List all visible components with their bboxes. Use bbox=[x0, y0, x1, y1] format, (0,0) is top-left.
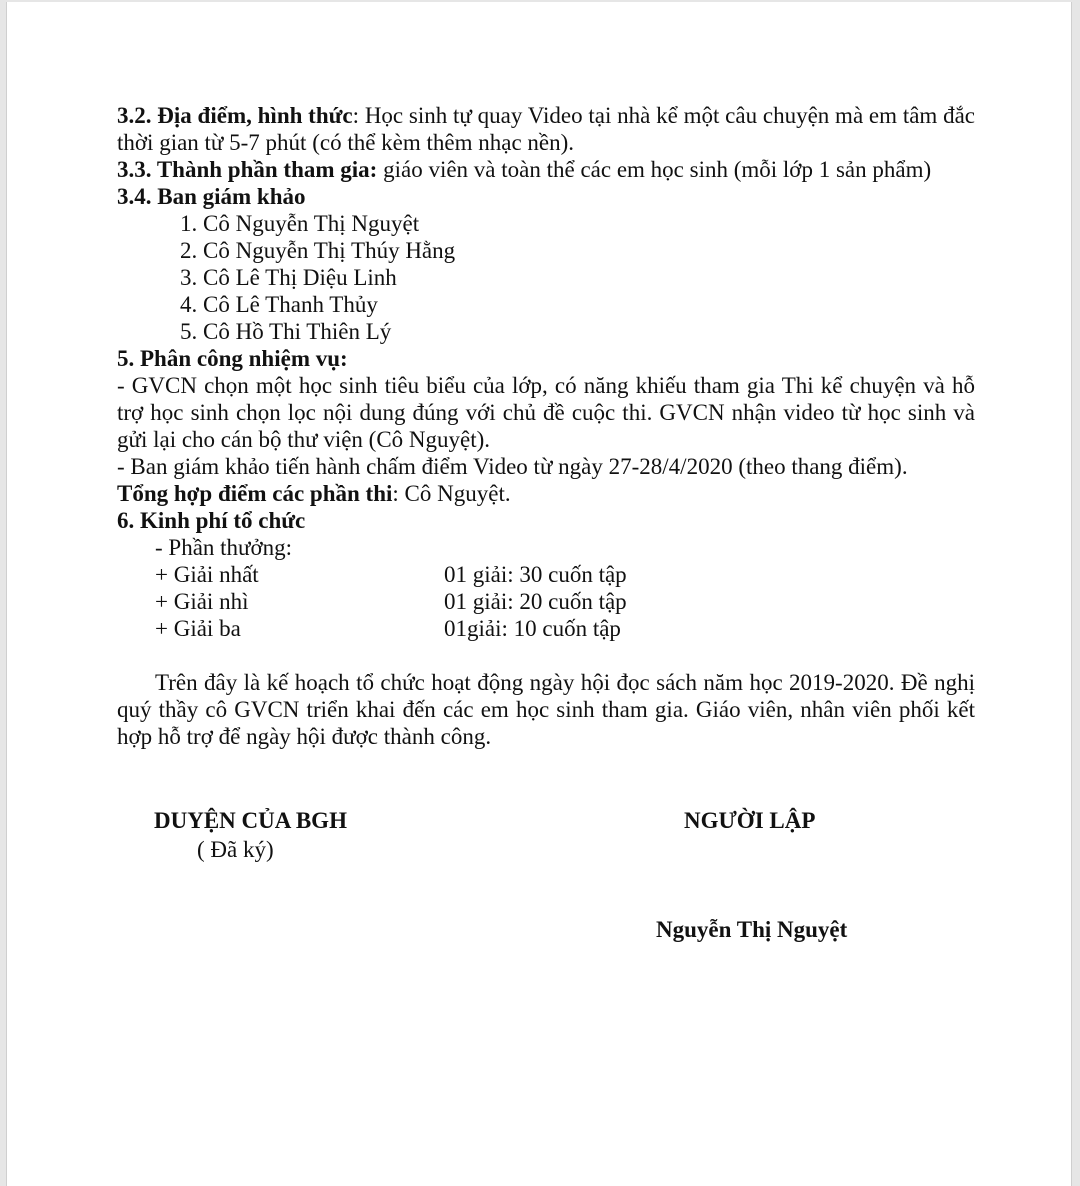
prize-amount: 01giải: 10 cuốn tập bbox=[444, 616, 621, 641]
score-summary-text: : Cô Nguyệt. bbox=[392, 481, 511, 506]
section-3-3 bbox=[117, 156, 975, 183]
score-summary-label: Tổng hợp điểm các phần thi bbox=[117, 481, 393, 506]
document-page bbox=[6, 2, 1072, 1186]
section-5-paragraph-3 bbox=[117, 480, 975, 507]
prize-row bbox=[155, 615, 975, 642]
prize-row bbox=[155, 561, 975, 588]
prize-name: + Giải ba bbox=[155, 616, 241, 641]
prize-amount: 01 giải: 20 cuốn tập bbox=[444, 589, 627, 614]
closing-paragraph: Trên đây là kế hoạch tổ chức hoạt động ngày hội đọc sách năm học 2019-2020. Đề nghị quý thầy cô GVCN triển khai đến các em học sinh tham gia. Giáo viên, nhân viên phối kết hợp hỗ trợ để ngày hội được thành công. bbox=[117, 670, 975, 749]
judge-item: 5. Cô Hồ Thi Thiên Lý bbox=[180, 319, 392, 344]
prize-amount: 01 giải: 30 cuốn tập bbox=[444, 562, 627, 587]
section-5-title: 5. Phân công nhiệm vụ: bbox=[117, 346, 348, 371]
prize-row bbox=[155, 588, 975, 615]
spacer bbox=[117, 642, 975, 669]
section-3-4-title: 3.4. Ban giám khảo bbox=[117, 184, 306, 209]
document-body bbox=[117, 102, 975, 750]
judge-item: 1. Cô Nguyễn Thị Nguyệt bbox=[180, 211, 420, 236]
section-3-2 bbox=[117, 102, 975, 156]
prize-name: + Giải nhất bbox=[155, 562, 259, 587]
judge-item: 3. Cô Lê Thị Diệu Linh bbox=[180, 265, 397, 290]
section-3-3-label: 3.3. Thành phần tham gia: bbox=[117, 157, 378, 182]
prize-name: + Giải nhì bbox=[155, 589, 249, 614]
approval-title: DUYỆN CỦA BGH bbox=[154, 808, 347, 833]
rewards-label: - Phần thưởng: bbox=[155, 535, 293, 560]
judge-item: 2. Cô Nguyễn Thị Thúy Hằng bbox=[180, 238, 456, 263]
author-name: Nguyễn Thị Nguyệt bbox=[656, 917, 848, 942]
judge-item: 4. Cô Lê Thanh Thủy bbox=[180, 292, 378, 317]
section-5-paragraph-1: - GVCN chọn một học sinh tiêu biểu của lớp, có năng khiếu tham gia Thi kể chuyện và hỗ trợ học sinh chọn lọc nội dung đúng với chủ đề cuộc thi. GVCN nhận video từ học sinh và gửi lại cho cán bộ thư viện (Cô Nguyệt). bbox=[117, 373, 975, 452]
approval-note: ( Đã ký) bbox=[197, 837, 274, 862]
section-3-2-label: 3.2. Địa điểm, hình thức bbox=[117, 103, 353, 128]
section-3-3-text: giáo viên và toàn thể các em học sinh (mỗi lớp 1 sản phẩm) bbox=[377, 157, 932, 182]
section-3-2-text: : Học sinh tự quay Video tại nhà kể một câu chuyện mà em tâm đắc thời gian từ 5-7 phút (có thể kèm thêm nhạc nền). bbox=[117, 103, 975, 155]
section-6-title: 6. Kinh phí tổ chức bbox=[117, 508, 306, 533]
author-title: NGƯỜI LẬP bbox=[684, 808, 816, 833]
section-5-paragraph-2: - Ban giám khảo tiến hành chấm điểm Video từ ngày 27-28/4/2020 (theo thang điểm). bbox=[117, 454, 908, 479]
